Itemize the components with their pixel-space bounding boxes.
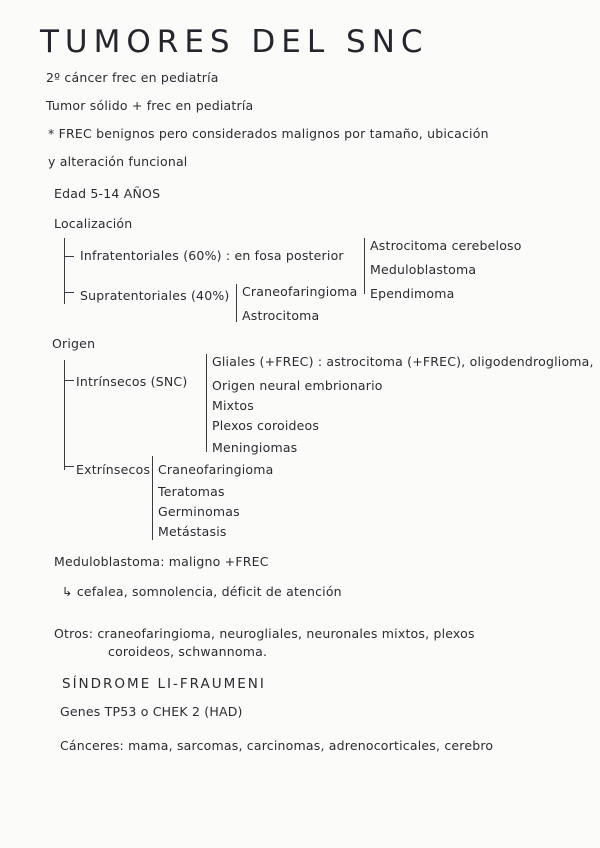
intrinsecos-item: Mixtos: [212, 398, 254, 413]
bracket-tick: [64, 292, 74, 293]
supratentoriales-label: Supratentoriales (40%): [80, 288, 230, 303]
intro-line: 2º cáncer frec en pediatría: [46, 70, 219, 85]
infratentoriales-item: Astrocitoma cerebeloso: [370, 238, 522, 253]
extrinsecos-item: Germinomas: [158, 504, 240, 519]
bracket-line: [152, 456, 153, 540]
intrinsecos-item: Plexos coroideos: [212, 418, 320, 433]
intro-line: Edad 5-14 AÑOS: [54, 186, 161, 201]
infratentoriales-label: Infratentoriales (60%) : en fosa posterior: [80, 248, 344, 263]
page-title: TUMORES DEL SNC: [40, 24, 429, 60]
bracket-line: [64, 360, 65, 470]
supratentoriales-item: Craneofaringioma: [242, 284, 358, 299]
sindrome-genes: Genes TP53 o CHEK 2 (HAD): [60, 704, 243, 719]
extrinsecos-item: Teratomas: [158, 484, 225, 499]
intrinsecos-item: Meningiomas: [212, 440, 298, 455]
extrinsecos-item: Craneofaringioma: [158, 462, 274, 477]
bracket-line: [206, 354, 207, 452]
bracket-line: [64, 238, 65, 304]
intro-line: Tumor sólido + frec en pediatría: [46, 98, 254, 113]
meduloblastoma-symptoms: ↳ cefalea, somnolencia, déficit de atención: [62, 584, 342, 599]
bracket-tick: [64, 256, 74, 257]
intrinsecos-label: Intrínsecos (SNC): [76, 374, 188, 389]
intro-line: y alteración funcional: [48, 154, 188, 169]
localizacion-heading: Localización: [54, 216, 133, 231]
bracket-tick: [64, 466, 74, 467]
bracket-line: [364, 238, 365, 294]
otros-line: coroideos, schwannoma.: [108, 644, 268, 659]
intrinsecos-item: Origen neural embrionario: [212, 378, 383, 393]
extrinsecos-label: Extrínsecos: [76, 462, 151, 477]
bracket-line: [236, 284, 237, 322]
intrinsecos-item: Gliales (+FREC) : astrocitoma (+FREC), oligodendroglioma,: [212, 354, 594, 369]
infratentoriales-item: Ependimoma: [370, 286, 455, 301]
sindrome-title: SÍNDROME LI-FRAUMENI: [62, 676, 266, 692]
infratentoriales-item: Meduloblastoma: [370, 262, 477, 277]
sindrome-canceres: Cánceres: mama, sarcomas, carcinomas, adrenocorticales, cerebro: [60, 738, 494, 753]
meduloblastoma-line: Meduloblastoma: maligno +FREC: [54, 554, 269, 569]
origen-heading: Origen: [52, 336, 96, 351]
supratentoriales-item: Astrocitoma: [242, 308, 320, 323]
intro-line: * FREC benignos pero considerados malignos por tamaño, ubicación: [48, 126, 489, 141]
otros-line: Otros: craneofaringioma, neurogliales, neuronales mixtos, plexos: [54, 626, 475, 641]
extrinsecos-item: Metástasis: [158, 524, 227, 539]
bracket-tick: [64, 380, 74, 381]
